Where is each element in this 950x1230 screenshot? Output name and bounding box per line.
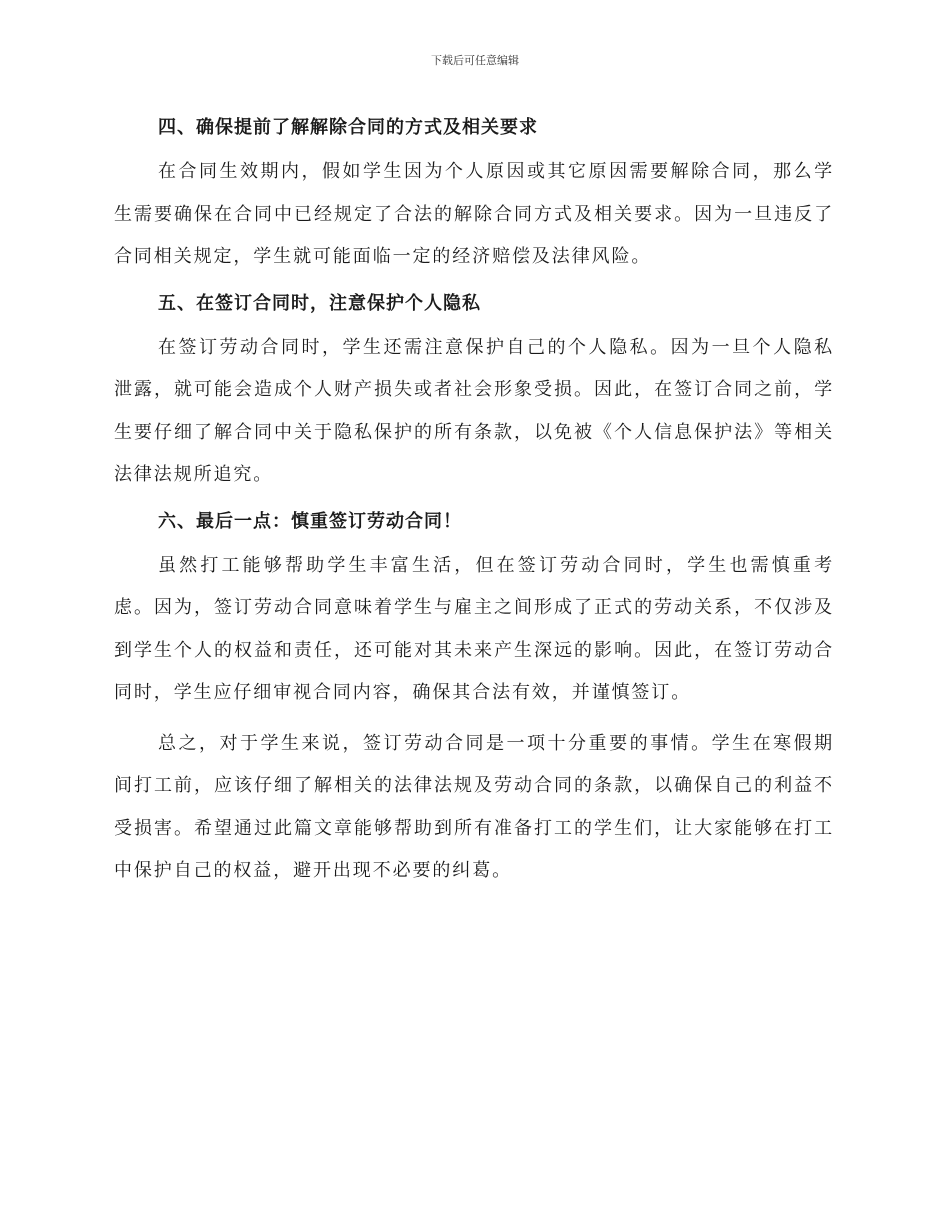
section-paragraph-4: 在合同生效期内，假如学生因为个人原因或其它原因需要解除合同，那么学生需要确保在合同中已经规定了合法的解除合同方式及相关要求。因为一旦违反了合同相关规定，学生就可能面临一定的经济赔偿及法律风险。 (114, 161, 834, 267)
document-body (114, 113, 834, 893)
section-heading-4: 四、确保提前了解解除合同的方式及相关要求 (158, 117, 538, 138)
section-paragraph-6: 虽然打工能够帮助学生丰富生活，但在签订劳动合同时，学生也需慎重考虑。因为，签订劳动合同意味着学生与雇主之间形成了正式的劳动关系，不仅涉及到学生个人的权益和责任，还可能对其未来产生深远的影响。因此，在签订劳动合同时，学生应仔细审视合同内容，确保其合法有效，并谨慎签订。 (114, 554, 834, 703)
section-heading-6: 六、最后一点：慎重签订劳动合同！ (158, 510, 462, 532)
page-header: 下载后可任意编辑 (431, 54, 519, 67)
section-paragraph-5: 在签订劳动合同时，学生还需注意保护自己的个人隐私。因为一旦个人隐私泄露，就可能会造成个人财产损失或者社会形象受损。因此，在签订合同之前，学生要仔细了解合同中关于隐私保护的所有条款，以免被《个人信息保护法》等相关法律法规所追究。 (114, 336, 834, 485)
section-heading-5: 五、在签订合同时，注意保护个人隐私 (158, 292, 481, 314)
conclusion-paragraph: 总之，对于学生来说，签订劳动合同是一项十分重要的事情。学生在寒假期间打工前，应该仔细了解相关的法律法规及劳动合同的条款，以确保自己的利益不受损害。希望通过此篇文章能够帮助到所有准备打工的学生们，让大家能够在打工中保护自己的权益，避开出现不必要的纠葛。 (114, 732, 834, 881)
